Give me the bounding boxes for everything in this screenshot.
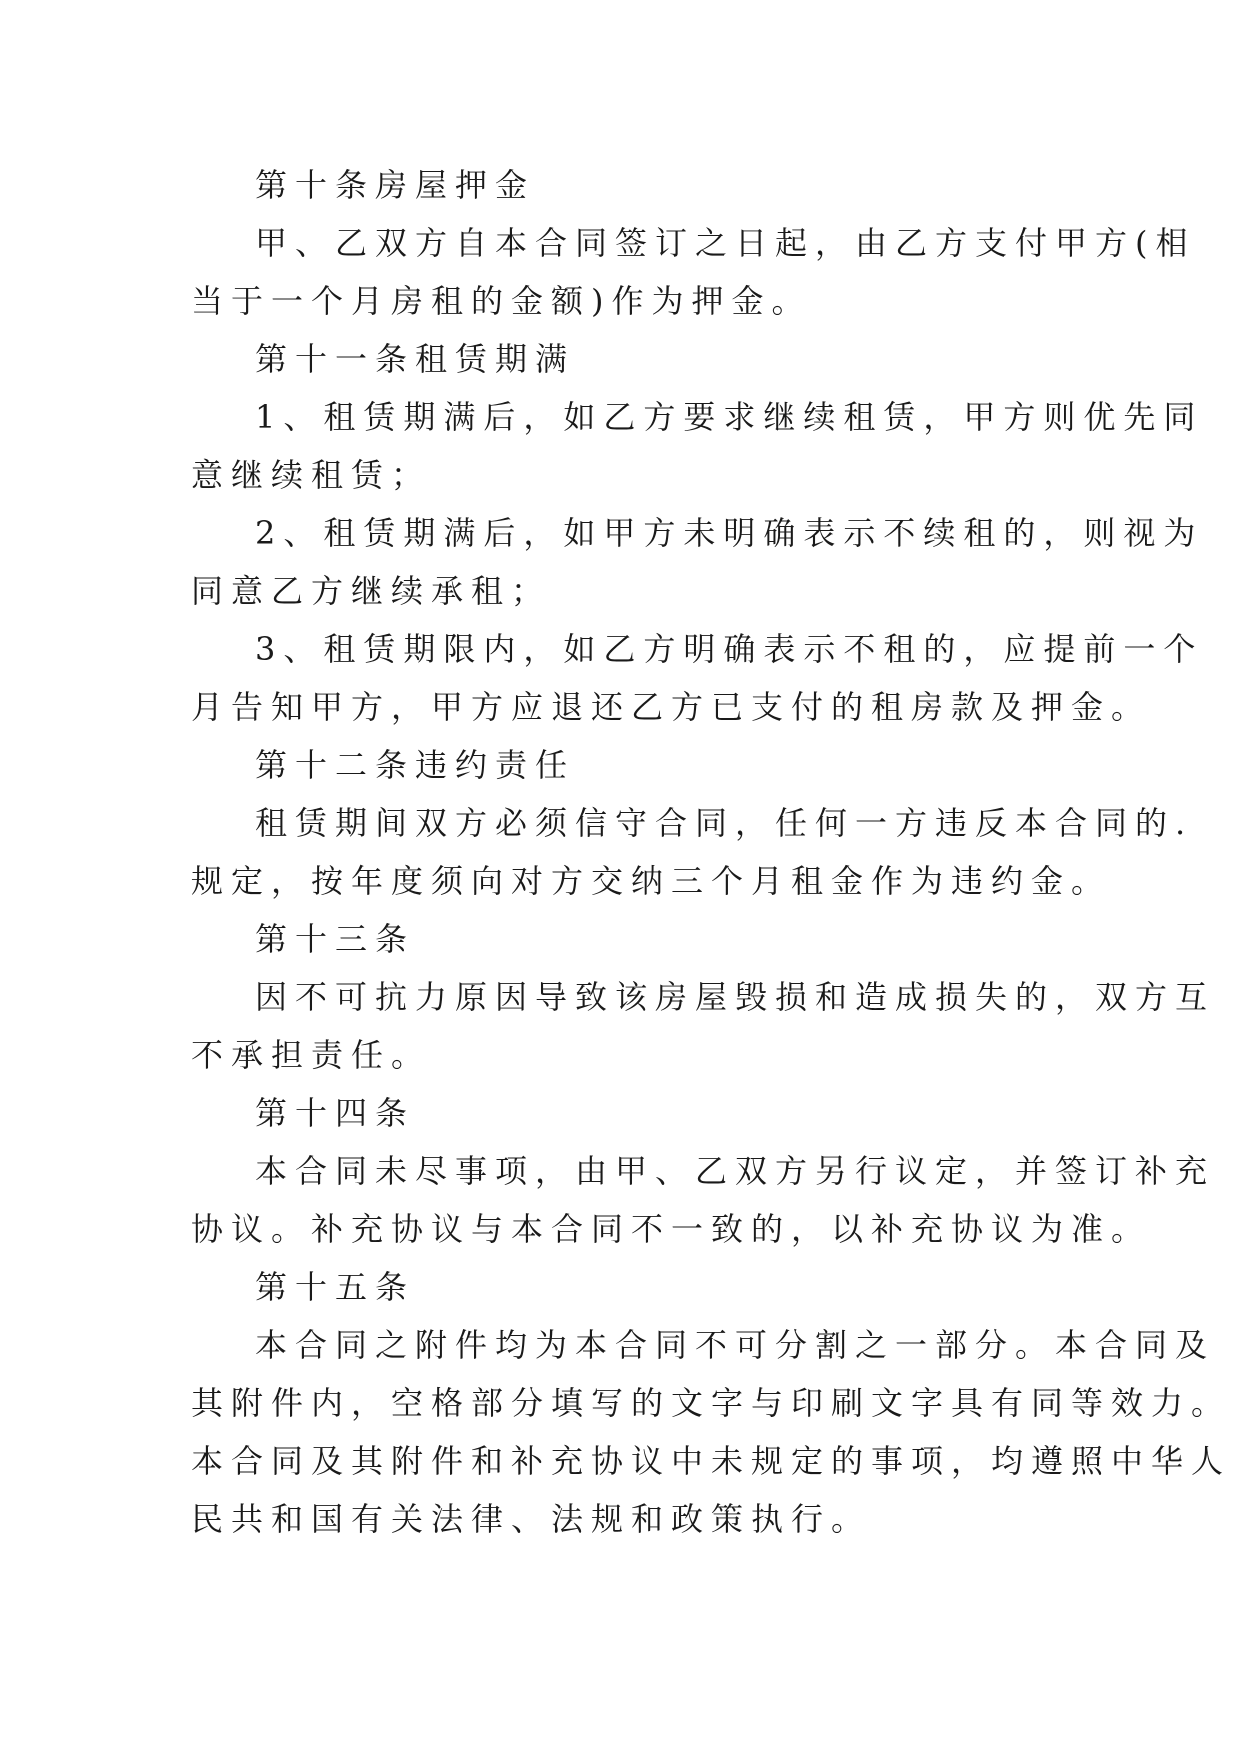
paragraph-line: 当于一个月房租的金额)作为押金。 <box>191 282 812 320</box>
paragraph-line: 3、租赁期限内，如乙方明确表示不租的，应提前一个 <box>255 630 1204 668</box>
article-14-heading: 第十四条 <box>255 1094 416 1132</box>
article-12-heading: 第十二条违约责任 <box>255 746 576 784</box>
article-10-heading: 第十条房屋押金 <box>255 166 536 204</box>
document-body <box>191 156 1232 1548</box>
paragraph-line: 意继续租赁； <box>191 456 432 494</box>
paragraph-line: 民共和国有关法律、法规和政策执行。 <box>191 1500 872 1538</box>
paragraph-line: 甲、乙双方自本合同签订之日起，由乙方支付甲方(相 <box>255 224 1196 262</box>
paragraph-line: 其附件内，空格部分填写的文字与印刷文字具有同等效力。 <box>191 1384 1232 1422</box>
paragraph-line: 因不可抗力原因导致该房屋毁损和造成损失的，双方互 <box>255 978 1216 1016</box>
paragraph-line: 2、租赁期满后，如甲方未明确表示不续租的，则视为 <box>255 514 1204 552</box>
paragraph-line: 租赁期间双方必须信守合同，任何一方违反本合同的. <box>255 804 1194 842</box>
article-11-heading: 第十一条租赁期满 <box>255 340 576 378</box>
paragraph-line: 月告知甲方，甲方应退还乙方已支付的租房款及押金。 <box>191 688 1152 726</box>
paragraph-line: 同意乙方继续承租； <box>191 572 552 610</box>
paragraph-line: 1、租赁期满后，如乙方要求继续租赁，甲方则优先同 <box>255 398 1204 436</box>
paragraph-line: 本合同及其附件和补充协议中未规定的事项，均遵照中华人 <box>191 1442 1232 1480</box>
paragraph-line: 本合同未尽事项，由甲、乙双方另行议定，并签订补充 <box>255 1152 1216 1190</box>
article-13-heading: 第十三条 <box>255 920 416 958</box>
article-15-heading: 第十五条 <box>255 1268 416 1306</box>
paragraph-line: 规定，按年度须向对方交纳三个月租金作为违约金。 <box>191 862 1112 900</box>
paragraph-line: 协议。补充协议与本合同不一致的，以补充协议为准。 <box>191 1210 1152 1248</box>
paragraph-line: 本合同之附件均为本合同不可分割之一部分。本合同及 <box>255 1326 1216 1364</box>
paragraph-line: 不承担责任。 <box>191 1036 432 1074</box>
